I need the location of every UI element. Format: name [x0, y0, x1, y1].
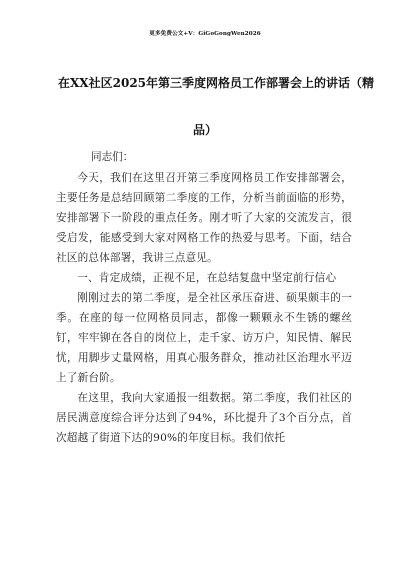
body-text	[56, 168, 352, 448]
header-note: 更多免费公文+V：GiGoGongWen2026	[149, 31, 261, 37]
section-heading-1: 一、肯定成绩，正视不足，在总结复盘中坚定前行信心	[77, 272, 337, 284]
document-title-continued: 品）	[192, 123, 217, 137]
paragraph-data: 在这里，我向大家通报一组数据。第二季度，我们社区的居民满意度综合评分达到了94%，环比提升了3个百分点，首次超越了街道下达的90%的年度目标。我们依托	[56, 392, 352, 444]
document-title: 在XX社区2025年第三季度网格员工作部署会上的讲话（精	[58, 76, 375, 90]
salutation: 同志们：	[91, 151, 134, 163]
paragraph-opening: 今天，我们在这里召开第三季度网格员工作安排部署会，主要任务是总结回顾第二季度的工作，分析当前面临的形势，安排部署下一阶段的重点任务。刚才听了大家的交流发言，很受启发，能感受到大家对网格工作的热爱与思考。下面，结合社区的总体部署，我讲三点意见。	[56, 172, 352, 264]
paragraph-achievements: 刚刚过去的第二季度，是全社区承压奋进、硕果颇丰的一季。在座的每一位网格员同志，都像一颗颗永不生锈的螺丝钉，牢牢铆在各自的岗位上，走千家、访万户，知民情、解民忧，用脚步丈量网格，用真心服务群众，推动社区治理水平迈上了新台阶。	[56, 292, 352, 384]
